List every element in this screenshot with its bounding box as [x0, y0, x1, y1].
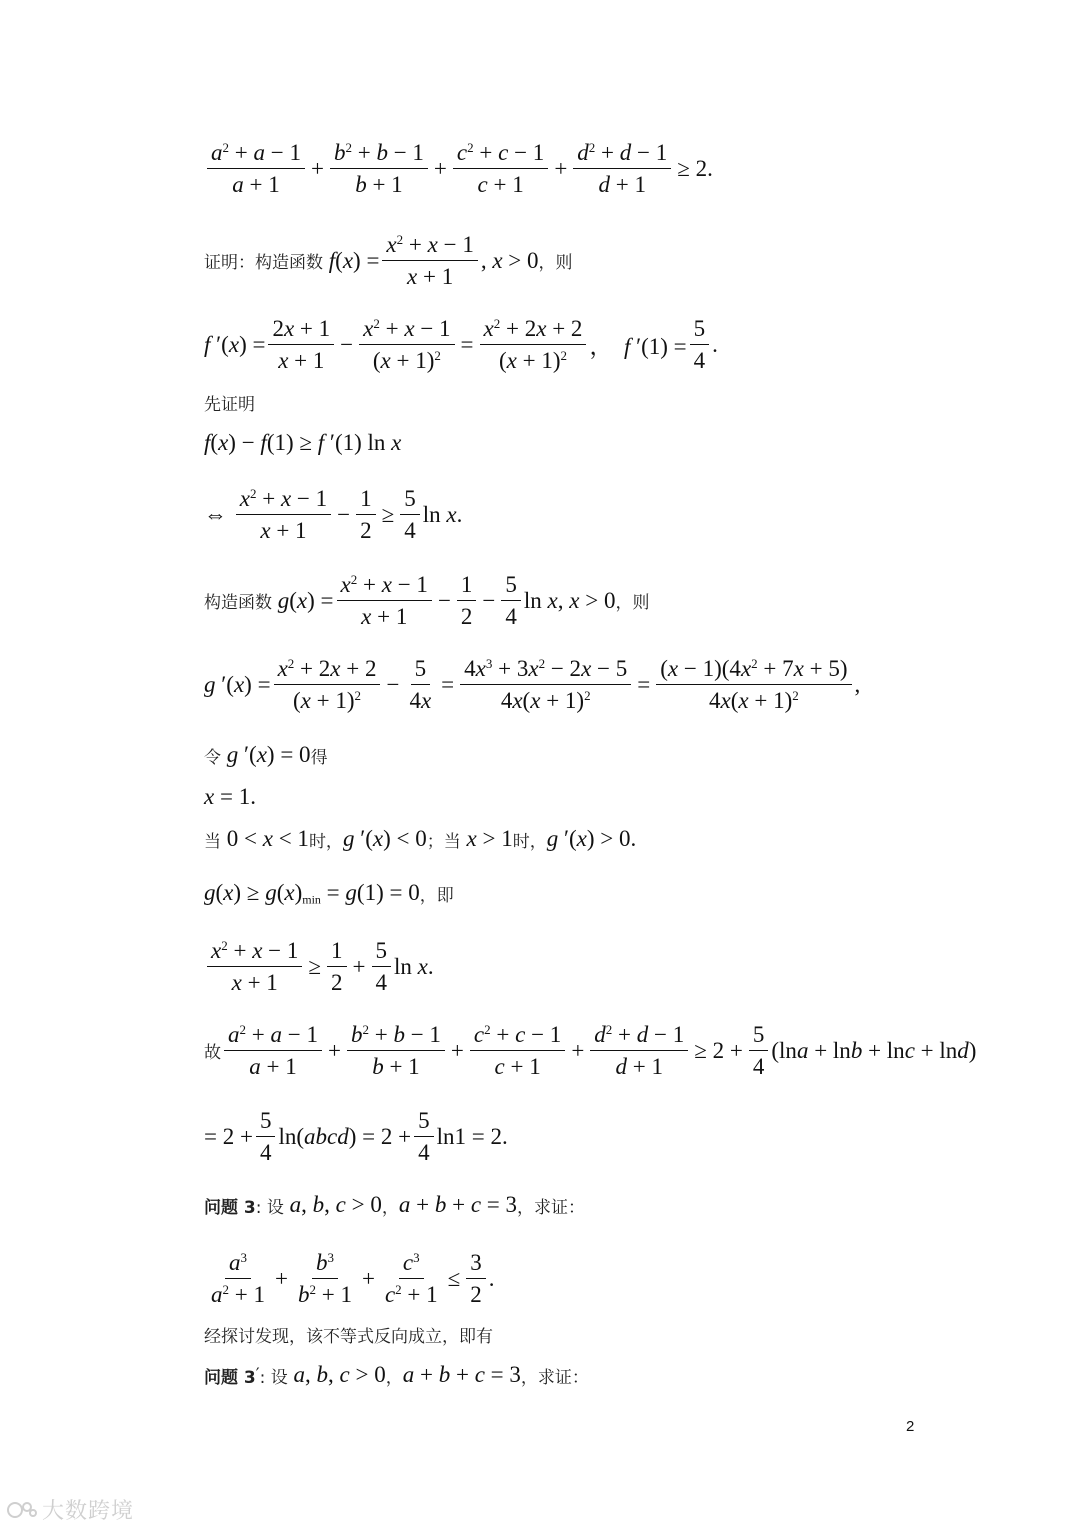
proof-construct-f: 证明：构造函数 f(x) = $\frac{x^2 + x - 1}{x + 1}$ , x > 0 ，则	[204, 232, 573, 290]
set-derivative-zero: 令 g ′(x) = 0 得	[204, 742, 328, 768]
problem-3p-text: : 设	[259, 1367, 288, 1388]
final-result: = 2 + $\frac{5}{4}$ ln(abcd) = 2 + $\frac{5}{4}$ ln1 = 2.	[204, 1108, 508, 1166]
shi-text: 时，	[308, 831, 343, 852]
discovery-text: 经探讨发现，该不等式反向成立，即有	[204, 1327, 493, 1347]
key-inequality: $\frac{x^2 + x - 1}{x + 1}$ ≥ $\frac{1}{2}$ + $\frac{5}{4}$ ln x.	[204, 938, 434, 996]
problem-3-ask: ，求证：	[517, 1197, 586, 1218]
root-x1: x = 1.	[204, 784, 256, 809]
construct-g-text: 构造函数	[204, 593, 272, 614]
gu-text: 故	[204, 1043, 221, 1064]
ze-text-2: ，则	[615, 593, 650, 614]
equivalent-form: ⇔ $\frac{x^2 + x - 1}{x + 1}$ − $\frac{1}{2}$ ≥ $\frac{5}{4}$ ln x.	[204, 486, 463, 544]
monotonicity: 当 0 < x < 1 时， g ′(x) < 0 ；当 x > 1 时， g ′(x) > 0.	[204, 826, 637, 852]
tangent-inequality: f(x) − f(1) ≥ f ′(1) ln x	[204, 430, 402, 455]
problem-3-label: 问题 3	[204, 1197, 256, 1218]
semicolon-dang-text: ；当	[426, 831, 461, 852]
problem-3p-mark: ′	[255, 1365, 260, 1385]
problem-3p-label: 问题 3	[204, 1367, 256, 1388]
first-prove: 先证明	[204, 395, 255, 415]
dang-text: 当	[204, 831, 221, 852]
problem-3-inequality: $\frac{a^3}{a^2 + 1}$ + $\frac{b^3}{b^2 + 1}$ + $\frac{c^3}{c^2 + 1}$ ≤ $\frac{3}{2}$ .	[211, 1250, 495, 1308]
construct-g: 构造函数 g(x) = $\frac{x^2 + x - 1}{x + 1}$ − $\frac{1}{2}$ − $\frac{5}{4}$ ln x, x > 0 ，则	[204, 572, 650, 630]
inequality-abcd: $\frac{a^2 + a - 1}{a + 1}$ + $\frac{b^2 + b - 1}{b + 1}$ + $\frac{c^2 + c - 1}{c + 1}$ + $\frac{d^2 + d - 1}{d + 1}$ ≥ 2.	[204, 140, 716, 198]
de-text: 得	[310, 747, 328, 768]
ling-text: 令	[204, 747, 221, 768]
problem-3p-ask: ，求证：	[520, 1367, 589, 1388]
g-derivative: g ′(x) = $\frac{x^2 + 2x + 2}{(x + 1)^2}$ − $\frac{5}{4x}$ = $\frac{4x^3 + 3x^2 - 2x - 5}{4x(x + 1)^2}$ = $\frac{(x - 1)(4x^2 + 7x + 5)}{4x(x + 1)^2}$ ,	[204, 656, 861, 714]
therefore-sum: 故 $\frac{a^2 + a - 1}{a + 1}$ + $\frac{b^2 + b - 1}{b + 1}$ + $\frac{c^2 + c - 1}{c + 1}$ + $\frac{d^2 + d - 1}{d + 1}$ ≥ 2 + $\frac{5}{4}$ (lna + lnb + lnc + lnd)	[204, 1022, 977, 1080]
watermark	[6, 1494, 134, 1525]
problem-3p-sep: ，	[385, 1367, 403, 1388]
ji-text: ，即	[419, 885, 454, 906]
problem-3: 问题 3 : 设 a, b, c > 0 ， a + b + c = 3 ，求证：	[204, 1192, 586, 1218]
problem-3-sep: ，	[381, 1197, 399, 1218]
shi-text-2: 时，	[512, 831, 547, 852]
f-derivative: f ′(x) = $\frac{2x + 1}{x + 1}$ − $\frac{x^2 + x - 1}{(x + 1)^2}$ = $\frac{x^2 + 2x + 2}{(x + 1)^2}$ ， f ′(1) = $\frac{5}{4}$ .	[204, 316, 718, 374]
g-minimum: $g(x) \ge g(x)_{min} = g(1) = 0$ ，即	[204, 880, 454, 907]
proof-intro: 证明：构造函数	[204, 253, 323, 274]
ze-text: ，则	[538, 253, 573, 274]
page-number: 2	[906, 1418, 915, 1435]
problem-3-prime: 问题 3 ′ : 设 a, b, c > 0 ， a + b + c = 3 ，求证：	[204, 1362, 589, 1388]
problem-3-text: : 设	[255, 1197, 284, 1218]
watermark-text: 大数跨境	[42, 1499, 135, 1524]
watermark-logo-icon	[6, 1499, 38, 1521]
